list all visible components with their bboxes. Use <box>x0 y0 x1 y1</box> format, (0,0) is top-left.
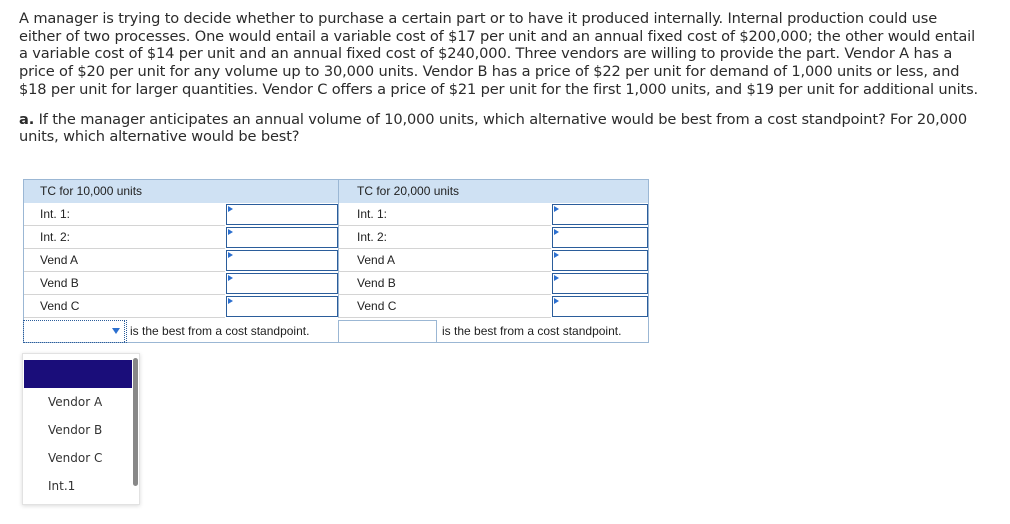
row-label-right-venda: Vend A <box>338 249 551 272</box>
input-left-vendc[interactable] <box>226 296 338 317</box>
row-label-left-vendb: Vend B <box>24 272 225 295</box>
option-vendor-a[interactable]: Vendor A <box>48 395 103 409</box>
row-label-right-int1: Int. 1: <box>338 203 551 226</box>
input-right-int2[interactable] <box>552 227 648 248</box>
question-text: If the manager anticipates an annual volume of 10,000 units, which alternative would be best from a cost standpoint? For 20,000 units, which alternative would be best? <box>19 110 968 146</box>
problem-paragraph: A manager is trying to decide whether to purchase a certain part or to have it produced internally. Internal production could use either of two processes. One would entail a variable cost of $17 per unit and an annual fixed cost of $200,000; the other would entail a variable cost of $14 per unit and an annual fixed cost of $240,000. Three vendors are willing to provide the part. Vendor A has a price of $20 per unit for any volume up to 30,000 units. Vendor B has a price of $22 per unit for demand of 1,000 units or less, and $18 per unit for larger quantities. Vendor C offers a price of $21 per unit for the first 1,000 units, and $19 per unit for additional units. <box>19 10 979 98</box>
row-label-right-int2: Int. 2: <box>338 226 551 249</box>
cost-table <box>23 179 649 343</box>
row-label-right-vendc: Vend C <box>338 295 551 318</box>
question-label: a. <box>19 110 35 128</box>
row-label-left-int1: Int. 1: <box>24 203 225 226</box>
input-left-venda[interactable] <box>226 250 338 271</box>
question-a <box>19 111 979 146</box>
input-left-vendb[interactable] <box>226 273 338 294</box>
row-label-left-venda: Vend A <box>24 249 225 272</box>
input-right-vendb[interactable] <box>552 273 648 294</box>
best-text-left: is the best from a cost standpoint. <box>130 324 310 338</box>
dropdown-highlighted-option[interactable] <box>24 360 132 388</box>
input-left-int2[interactable] <box>226 227 338 248</box>
input-right-venda[interactable] <box>552 250 648 271</box>
row-label-left-int2: Int. 2: <box>24 226 225 249</box>
dropdown-divider <box>124 321 126 342</box>
option-int1[interactable]: Int.1 <box>48 479 76 493</box>
input-right-vendc[interactable] <box>552 296 648 317</box>
header-tc-20000: TC for 20,000 units <box>338 180 648 203</box>
option-vendor-c[interactable]: Vendor C <box>48 451 103 465</box>
row-label-left-vendc: Vend C <box>24 295 225 318</box>
row-label-right-vendb: Vend B <box>338 272 551 295</box>
dropdown-scrollbar[interactable] <box>133 358 138 486</box>
best-text-right: is the best from a cost standpoint. <box>442 324 622 338</box>
input-left-int1[interactable] <box>226 204 338 225</box>
best-alternative-input-right[interactable] <box>338 320 437 343</box>
input-right-int1[interactable] <box>552 204 648 225</box>
option-vendor-b[interactable]: Vendor B <box>48 423 103 437</box>
header-tc-10000: TC for 10,000 units <box>24 180 338 203</box>
dropdown-menu[interactable] <box>22 353 140 505</box>
chevron-down-icon[interactable] <box>112 328 120 334</box>
problem-statement <box>19 10 979 146</box>
